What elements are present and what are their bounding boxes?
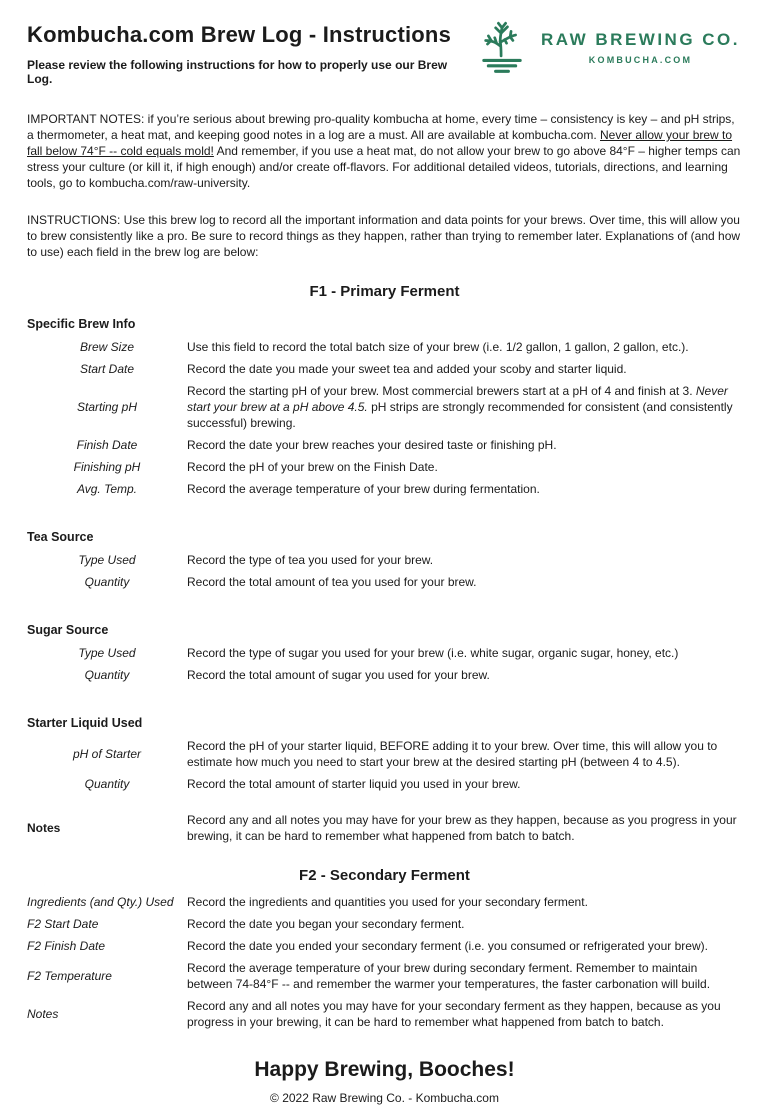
field-label: Ingredients (and Qty.) Used	[27, 895, 174, 909]
closing-message: Happy Brewing, Booches!	[254, 1058, 515, 1081]
field-label-notes: Notes	[27, 821, 61, 835]
field-description: Record any and all notes you may have for your brew as they happen, because as you progress in your brewing, it can be hard to remember what happened from batch to batch.	[187, 813, 737, 843]
brand-name: RAW BREWING CO.	[541, 30, 740, 49]
field-row-finishing-ph	[27, 459, 742, 475]
f1-heading: F1 - Primary Ferment	[309, 283, 460, 300]
field-description: Record the date your brew reaches your desired taste or finishing pH.	[187, 438, 557, 452]
field-label: Quantity	[84, 575, 130, 589]
field-description: Use this field to record the total batch size of your brew (i.e. 1/2 gallon, 1 gallon, 2 gallon, etc.).	[187, 340, 689, 354]
field-label: Start Date	[79, 362, 135, 376]
section-heading-specific-brew-info: Specific Brew Info	[27, 317, 136, 331]
field-label: Quantity	[84, 668, 130, 682]
field-description: Record the total amount of starter liquid you used in your brew.	[187, 777, 521, 791]
field-label: Finishing pH	[73, 460, 141, 474]
desc-post: pH strips are strongly recommended for consistent (and consistently successful) brewing.	[187, 400, 733, 430]
field-description: Record the type of sugar you used for your brew (i.e. white sugar, organic sugar, honey, etc.)	[187, 646, 679, 660]
field-row-finish-date	[27, 437, 742, 453]
field-row-sugar-quantity	[27, 667, 742, 683]
field-label: pH of Starter	[72, 747, 142, 761]
field-row-f2-start-date	[27, 916, 742, 932]
field-description: Record the ingredients and quantities you used for your secondary ferment.	[187, 895, 588, 909]
brand-site: KOMBUCHA.COM	[588, 55, 693, 65]
header	[27, 14, 742, 86]
field-label: F2 Start Date	[27, 917, 99, 931]
important-notes-pre: IMPORTANT NOTES: if you’re serious about brewing pro-quality kombucha at home, every time – consistency is key – and pH strips, a thermometer, a heat mat, and keeping good notes in a log are a must. All are available at kombucha.com.	[27, 112, 735, 142]
tree-over-water-icon	[473, 16, 531, 79]
field-label: Type Used	[78, 646, 136, 660]
section-heading-tea-source: Tea Source	[27, 530, 94, 544]
field-label: Finish Date	[76, 438, 138, 452]
important-notes-post: And remember, if you use a heat mat, do not allow your brew to go above 84°F – higher temps can stress your culture (or kill it, if high enough) and/or create off-flavors. For additional detailed videos, tutorials, directions, and learning tools, go to kombucha.com/raw-university.	[27, 144, 741, 190]
important-notes-underlined: Never allow your brew to fall below 74°F -- cold equals mold!	[27, 128, 733, 158]
brand-text	[541, 30, 740, 65]
field-label: Quantity	[84, 777, 130, 791]
field-description: Record any and all notes you may have for your secondary ferment as they happen, because as you progress in your brewing, it can be hard to remember what happened from batch to batch.	[187, 999, 721, 1029]
brand-logo	[473, 16, 740, 79]
field-label: Starting pH	[76, 400, 138, 414]
field-row-tea-type	[27, 552, 742, 568]
desc-italic: Never start your brew at a pH above 4.5.	[187, 384, 728, 414]
field-description: Record the date you ended your secondary ferment (i.e. you consumed or refrigerated your brew).	[187, 939, 708, 953]
important-notes-paragraph	[27, 111, 742, 191]
field-row-starting-ph	[27, 383, 742, 431]
page-subtitle: Please review the following instructions for how to properly use our Brew Log.	[27, 58, 448, 86]
field-row-ph-of-starter	[27, 738, 742, 770]
field-row-starter-quantity	[27, 776, 742, 792]
field-label: Avg. Temp.	[76, 482, 138, 496]
field-description: Record the total amount of sugar you used for your brew.	[187, 668, 490, 682]
desc-pre: Record the starting pH of your brew. Most commercial brewers start at a pH of 4 and finish at 3.	[187, 384, 696, 398]
section-heading-sugar-source: Sugar Source	[27, 623, 109, 637]
field-description	[187, 383, 742, 431]
field-description: Record the pH of your starter liquid, BEFORE adding it to your brew. Over time, this will allow you to estimate how much you need to start your brew at the desired starting pH (between 4 to 4.5).	[187, 739, 718, 769]
field-row-tea-quantity	[27, 574, 742, 590]
field-description: Record the date you made your sweet tea and added your scoby and starter liquid.	[187, 362, 627, 376]
field-description: Record the date you began your secondary ferment.	[187, 917, 465, 931]
field-label: F2 Temperature	[27, 969, 112, 983]
field-description: Record the average temperature of your brew during fermentation.	[187, 482, 540, 496]
copyright: © 2022 Raw Brewing Co. - Kombucha.com	[270, 1091, 499, 1105]
field-label: Brew Size	[79, 340, 135, 354]
page-title: Kombucha.com Brew Log - Instructions	[27, 22, 452, 47]
field-row-avg-temp	[27, 481, 742, 497]
instructions-paragraph: INSTRUCTIONS: Use this brew log to record all the important information and data points for your brews. Over time, this will allow you to brew consistently like a pro. Be sure to record things as they happen, rather than trying to remember later. Explanations of (and how to use) each field in the brew log are below:	[27, 213, 741, 259]
field-row-f2-ingredients	[27, 894, 742, 910]
field-description: Record the average temperature of your brew during secondary ferment. Remember to maintain between 74-84°F -- and remember the warmer your temperatures, the faster carbonation will build.	[187, 961, 711, 991]
field-row-f2-temperature	[27, 960, 742, 992]
field-row-f2-notes	[27, 998, 742, 1030]
field-row-f2-finish-date	[27, 938, 742, 954]
field-row-f1-notes	[27, 812, 742, 844]
section-heading-starter-liquid: Starter Liquid Used	[27, 716, 143, 730]
field-description: Record the total amount of tea you used for your brew.	[187, 575, 477, 589]
field-description: Record the pH of your brew on the Finish Date.	[187, 460, 438, 474]
field-row-brew-size	[27, 339, 742, 355]
field-label: Notes	[27, 1007, 59, 1021]
field-row-sugar-type	[27, 645, 742, 661]
f2-heading: F2 - Secondary Ferment	[299, 867, 470, 884]
field-label: Type Used	[78, 553, 136, 567]
field-label: F2 Finish Date	[27, 939, 106, 953]
field-description: Record the type of tea you used for your brew.	[187, 553, 434, 567]
title-block	[27, 14, 473, 86]
field-row-start-date	[27, 361, 742, 377]
